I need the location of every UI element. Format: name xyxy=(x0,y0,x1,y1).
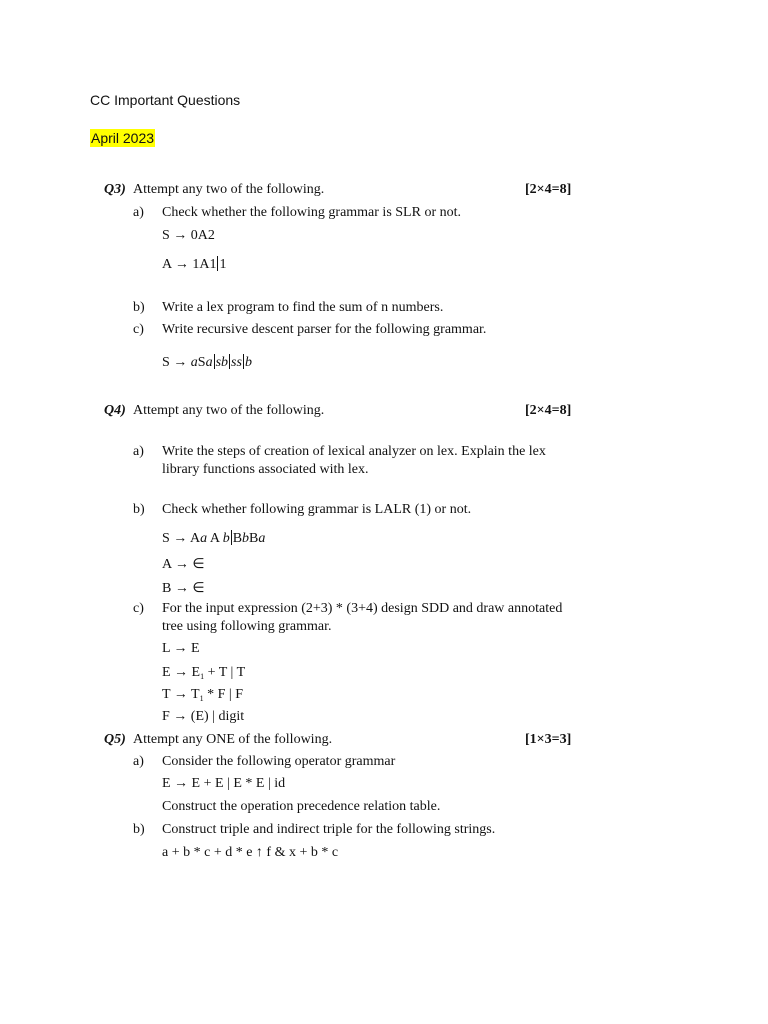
q4c-rule2 xyxy=(162,665,245,681)
session-highlight: April 2023 xyxy=(91,130,155,146)
q4c-line2: tree using following grammar. xyxy=(162,619,332,634)
q5a-label: a) xyxy=(133,754,144,769)
q5b-label: b) xyxy=(133,822,145,837)
q3c-text: Write recursive descent parser for the following grammar. xyxy=(162,322,487,337)
q4c-line1: For the input expression (2+3) * (3+4) design SDD and draw annotated xyxy=(162,601,563,616)
q4-number: Q4) xyxy=(104,403,126,418)
q4c-r3-head: T → T xyxy=(162,687,200,702)
q5-marks: [1×3=3] xyxy=(525,732,572,747)
q3a-label: a) xyxy=(133,205,144,220)
alternation-bar xyxy=(214,354,215,369)
alternation-bar xyxy=(243,354,244,369)
q3-instruction: Attempt any two of the following. xyxy=(133,182,325,197)
alternation-bar xyxy=(229,354,230,369)
q5-number: Q5) xyxy=(104,732,126,747)
q4b-r1-head: S → A xyxy=(162,531,201,546)
q3c-sym-S: S xyxy=(197,355,206,370)
q3a-rule2-head: A → 1A1 xyxy=(162,257,217,272)
q4c-r2-sub: 1 xyxy=(200,672,205,681)
q4b-r1-b2: b xyxy=(242,531,250,546)
q4c-r3-sub: 1 xyxy=(199,694,204,703)
q4b-label: b) xyxy=(133,502,145,517)
q3a-text: Check whether the following grammar is SLR or not. xyxy=(162,205,461,220)
q3-number: Q3) xyxy=(104,182,126,197)
q3b-label: b) xyxy=(133,300,145,315)
q5a-rule: E → E + E | E * E | id xyxy=(162,776,286,791)
q4b-r1-tail: B xyxy=(249,531,259,546)
document-title: CC Important Questions xyxy=(90,92,241,108)
q3c-sym-b: b xyxy=(244,355,252,370)
q3a-rule1: S → 0A2 xyxy=(162,228,215,243)
q4a-label: a) xyxy=(133,444,144,459)
q3c-sym-ss: ss xyxy=(231,355,242,370)
q4b-text: Check whether following grammar is LALR (1) or not. xyxy=(162,502,472,517)
q4b-rule1 xyxy=(162,530,265,547)
q4c-r3-tail: * F | F xyxy=(203,687,243,702)
q4b-rule2: A → ∈ xyxy=(162,557,205,572)
q4b-r1-b1: b xyxy=(222,531,230,546)
q5a-text: Consider the following operator grammar xyxy=(162,754,396,769)
q4-instruction: Attempt any two of the following. xyxy=(133,403,325,418)
q3c-rule-head: S → xyxy=(162,355,191,370)
q4c-rule3 xyxy=(162,687,243,703)
q3a-rule2-tail: 1 xyxy=(219,257,227,272)
q4c-r2-tail: + T | T xyxy=(204,665,246,680)
q3a-rule2 xyxy=(162,256,226,273)
q4c-label: c) xyxy=(133,601,144,616)
q3c-sym-a: a xyxy=(190,355,198,370)
q3c-sym-a2: a xyxy=(205,355,213,370)
q5b-text: Construct triple and indirect triple for the following strings. xyxy=(162,822,496,837)
q3c-label: c) xyxy=(133,322,144,337)
q4c-rule4: F → (E) | digit xyxy=(162,709,245,724)
q4c-r2-head: E → E xyxy=(162,665,201,680)
q3c-rule xyxy=(162,354,252,371)
q4b-rule3: B → ∈ xyxy=(162,581,205,596)
q4b-r1-a1: a xyxy=(200,531,208,546)
q4b-r1-alt: B xyxy=(232,531,243,546)
q3c-sym-sb: sb xyxy=(215,355,229,370)
q5a-task: Construct the operation precedence relation table. xyxy=(162,799,441,814)
alternation-bar xyxy=(231,530,232,545)
q4c-rule1: L → E xyxy=(162,641,200,656)
q4-marks: [2×4=8] xyxy=(525,403,572,418)
session-label xyxy=(90,130,155,146)
q4a-line1: Write the steps of creation of lexical analyzer on lex. Explain the lex xyxy=(162,444,546,459)
q5-instruction: Attempt any ONE of the following. xyxy=(133,732,333,747)
q4b-r1-a2: a xyxy=(258,531,266,546)
q4b-r1-mid: A xyxy=(207,531,223,546)
q3b-text: Write a lex program to find the sum of n numbers. xyxy=(162,300,444,315)
q5b-expr: a + b * c + d * e ↑ f & x + b * c xyxy=(162,845,339,860)
q4a-line2: library functions associated with lex. xyxy=(162,462,369,477)
q3-marks: [2×4=8] xyxy=(525,182,572,197)
